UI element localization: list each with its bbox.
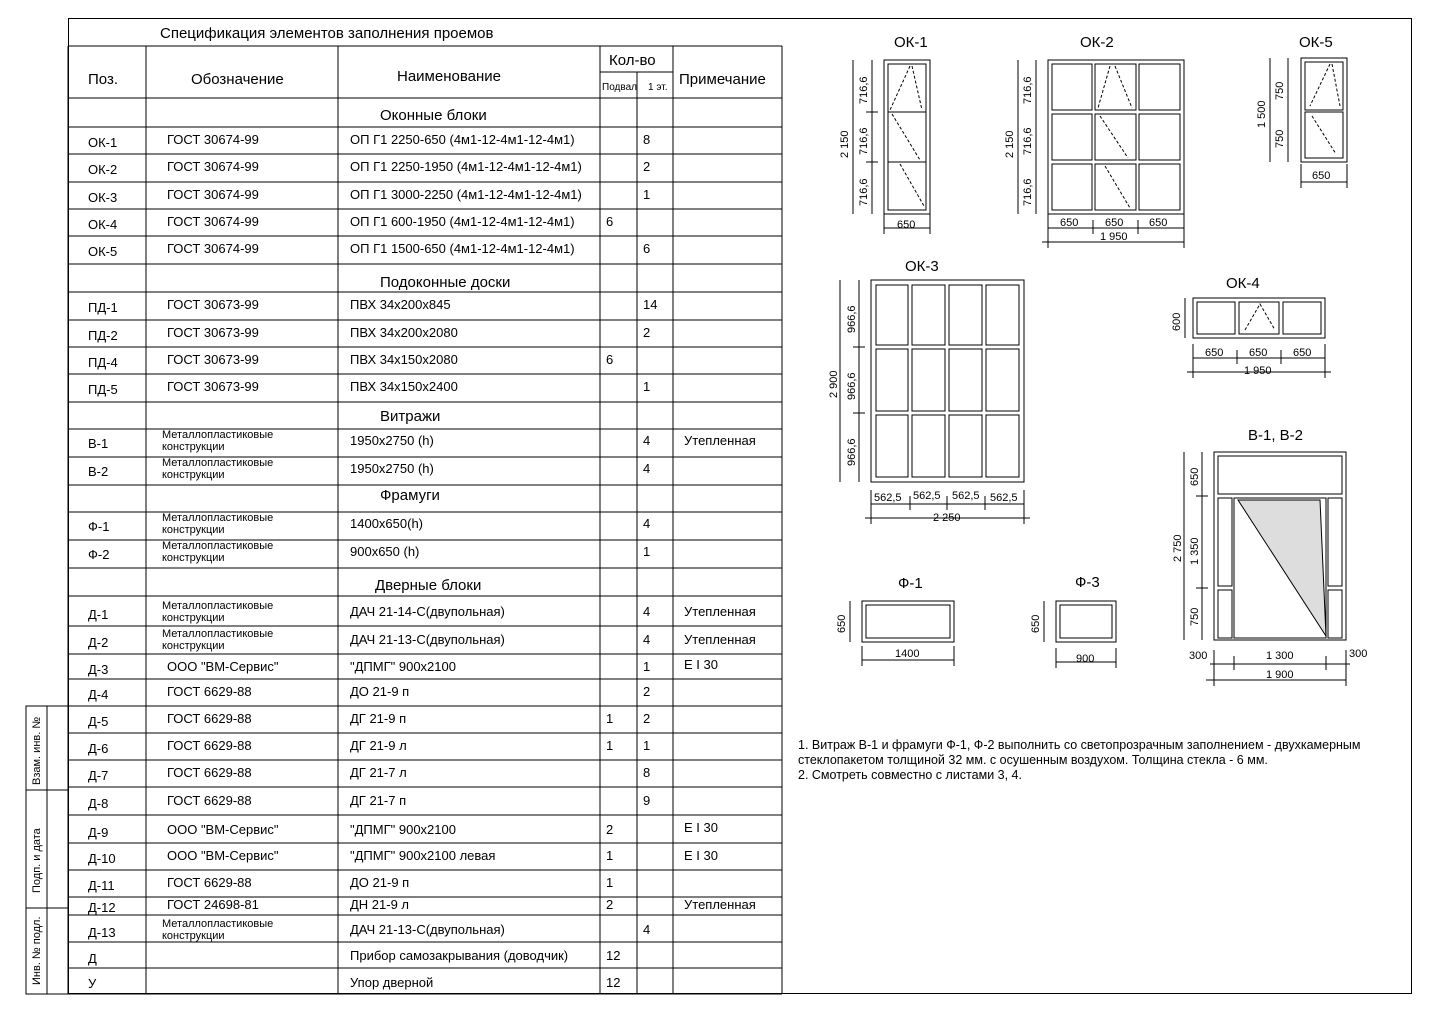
row-designation: ГОСТ 24698-81 xyxy=(167,897,259,912)
row-pos: ОК-2 xyxy=(88,162,118,177)
row-note: Утепленная xyxy=(684,433,756,448)
row-pos: Д-6 xyxy=(88,741,109,756)
row-qty-floor1: 8 xyxy=(643,132,651,147)
row-designation: ГОСТ 6629-88 xyxy=(167,875,252,890)
row-pos: Ф-1 xyxy=(88,519,110,534)
ok4-wtotal: 1 950 xyxy=(1244,365,1272,377)
ok1-title: ОК-1 xyxy=(894,34,928,51)
header-designation: Обозначение xyxy=(191,71,284,88)
row-designation: Металлопластиковые конструкции xyxy=(162,457,274,481)
row-pos: В-2 xyxy=(88,464,109,479)
ok1-h1: 716,6 xyxy=(858,76,870,104)
row-qty-basement: 12 xyxy=(606,975,621,990)
row-name: Упор дверной xyxy=(350,975,434,990)
row-qty-floor1: 1 xyxy=(643,379,651,394)
row-qty-floor1: 1 xyxy=(643,738,651,753)
ok2-title: ОК-2 xyxy=(1080,34,1114,51)
b12-wtotal: 1 900 xyxy=(1266,669,1294,681)
row-note: Е I 30 xyxy=(684,848,718,863)
row-designation: ООО "ВМ-Сервис" xyxy=(167,659,279,674)
row-name: ОП Г1 2250-650 (4м1-12-4м1-12-4м1) xyxy=(350,132,575,147)
row-pos: Д-4 xyxy=(88,687,109,702)
section-windows: Оконные блоки xyxy=(380,107,487,124)
note-line-3: 2. Смотреть совместно с листами 3, 4. xyxy=(798,768,1022,782)
row-qty-floor1: 2 xyxy=(643,711,651,726)
ok1-total: 2 150 xyxy=(839,130,851,158)
row-note: Е I 30 xyxy=(684,657,718,672)
row-pos: Д-8 xyxy=(88,796,109,811)
row-designation: ГОСТ 6629-88 xyxy=(167,793,252,808)
row-qty-floor1: 2 xyxy=(643,159,651,174)
ok3-title: ОК-3 xyxy=(905,258,939,275)
ok4-w1: 650 xyxy=(1205,347,1224,359)
f1-h: 650 xyxy=(836,614,848,633)
ok5-drawing xyxy=(1270,58,1347,188)
b12-w3: 300 xyxy=(1349,648,1368,660)
row-designation: Металлопластиковые конструкции xyxy=(162,512,274,536)
row-designation: ГОСТ 30673-99 xyxy=(167,352,259,367)
section-stained: Витражи xyxy=(380,408,441,425)
ok4-title: ОК-4 xyxy=(1226,275,1260,292)
row-name: ДАЧ 21-13-С(двупольная) xyxy=(350,632,505,647)
row-designation: ГОСТ 30674-99 xyxy=(167,187,259,202)
row-name: ОП Г1 1500-650 (4м1-12-4м1-12-4м1) xyxy=(350,241,575,256)
row-qty-floor1: 8 xyxy=(643,765,651,780)
ok3-w1: 562,5 xyxy=(874,492,902,504)
row-qty-floor1: 2 xyxy=(643,325,651,340)
row-qty-floor1: 1 xyxy=(643,187,651,202)
header-qty-basement: Подвал xyxy=(602,82,637,93)
row-pos: ОК-1 xyxy=(88,135,118,150)
row-name: Прибор самозакрывания (доводчик) xyxy=(350,948,569,963)
stamp-inv: Инв. № подл. xyxy=(31,916,43,985)
row-qty-basement: 1 xyxy=(606,848,614,863)
row-qty-basement: 1 xyxy=(606,875,614,890)
section-transoms: Фрамуги xyxy=(380,487,440,504)
ok4-w2: 650 xyxy=(1249,347,1268,359)
note-line-2: стеклопакетом толщиной 32 мм. с осушенным воздухом. Толщина стекла - 6 мм. xyxy=(798,753,1268,767)
row-pos: Д-2 xyxy=(88,635,109,650)
row-name: ОП Г1 3000-2250 (4м1-12-4м1-12-4м1) xyxy=(350,187,582,202)
b12-total: 2 750 xyxy=(1172,534,1184,562)
row-pos: Д-11 xyxy=(88,878,115,893)
row-designation: Металлопластиковые конструкции xyxy=(162,918,274,942)
row-name: ДГ 21-7 л xyxy=(350,765,407,780)
row-designation: ГОСТ 6629-88 xyxy=(167,711,252,726)
ok4-w3: 650 xyxy=(1293,347,1312,359)
row-designation: ООО "ВМ-Сервис" xyxy=(167,848,279,863)
row-qty-basement: 2 xyxy=(606,897,614,912)
row-qty-floor1: 2 xyxy=(643,684,651,699)
b12-h3: 750 xyxy=(1189,607,1201,626)
row-designation: ГОСТ 30673-99 xyxy=(167,379,259,394)
row-designation: ГОСТ 6629-88 xyxy=(167,738,252,753)
row-qty-floor1: 6 xyxy=(643,241,651,256)
ok2-h2: 716,6 xyxy=(1022,127,1034,155)
row-pos: ПД-2 xyxy=(88,328,118,343)
row-pos: У xyxy=(88,976,97,991)
row-qty-floor1: 9 xyxy=(643,793,651,808)
b12-title: В-1, В-2 xyxy=(1248,427,1304,444)
row-pos: Д-12 xyxy=(88,900,116,915)
f3-h: 650 xyxy=(1030,614,1042,633)
ok2-wtotal: 1 950 xyxy=(1100,231,1128,243)
stamp-vzam: Взам. инв. № xyxy=(31,716,43,785)
f1-title: Ф-1 xyxy=(898,575,923,592)
row-note: Утепленная xyxy=(684,897,756,912)
ok3-w3: 562,5 xyxy=(952,490,980,502)
ok1-h3: 716,6 xyxy=(858,178,870,206)
ok2-w2: 650 xyxy=(1105,217,1124,229)
ok3-wtotal: 2 250 xyxy=(933,512,961,524)
row-pos: В-1 xyxy=(88,436,109,451)
row-designation: ГОСТ 6629-88 xyxy=(167,684,252,699)
row-pos: Д-7 xyxy=(88,768,109,783)
row-name: ПВХ 34х200х845 xyxy=(350,297,451,312)
row-name: ПВХ 34х150х2400 xyxy=(350,379,458,394)
row-name: ДАЧ 21-14-С(двупольная) xyxy=(350,604,505,619)
header-pos: Поз. xyxy=(88,71,118,88)
ok5-title: ОК-5 xyxy=(1299,34,1333,51)
row-name: "ДПМГ" 900х2100 xyxy=(350,659,456,674)
row-designation: Металлопластиковые конструкции xyxy=(162,540,274,564)
header-qty: Кол-во xyxy=(609,52,656,69)
row-pos: Д-1 xyxy=(88,607,109,622)
b12-h2: 1 350 xyxy=(1189,537,1201,565)
row-name: "ДПМГ" 900х2100 xyxy=(350,822,456,837)
row-name: "ДПМГ" 900х2100 левая xyxy=(350,848,496,863)
row-qty-basement: 6 xyxy=(606,352,614,367)
row-qty-basement: 1 xyxy=(606,711,614,726)
f3-w: 900 xyxy=(1076,653,1095,665)
row-pos: Д-3 xyxy=(88,662,109,677)
ok5-h1: 750 xyxy=(1274,81,1286,100)
row-name: ОП Г1 2250-1950 (4м1-12-4м1-12-4м1) xyxy=(350,159,582,174)
row-qty-floor1: 4 xyxy=(643,461,651,476)
row-name: 900х650 (h) xyxy=(350,544,420,559)
row-pos: ОК-4 xyxy=(88,217,118,232)
row-name: ПВХ 34х150х2080 xyxy=(350,352,458,367)
row-designation: Металлопластиковые конструкции xyxy=(162,429,274,453)
f3-title: Ф-3 xyxy=(1075,574,1100,591)
row-name: ДАЧ 21-13-С(двупольная) xyxy=(350,922,505,937)
header-name: Наименование xyxy=(397,68,501,85)
ok3-w2: 562,5 xyxy=(913,490,941,502)
header-note: Примечание xyxy=(679,71,766,88)
row-name: 1950х2750 (h) xyxy=(350,461,434,476)
row-pos: Д-13 xyxy=(88,925,116,940)
ok4-h: 600 xyxy=(1171,312,1183,331)
row-designation: ГОСТ 30674-99 xyxy=(167,241,259,256)
ok3-total: 2 900 xyxy=(828,370,840,398)
row-designation: ГОСТ 30673-99 xyxy=(167,325,259,340)
ok1-w: 650 xyxy=(897,219,916,231)
row-name: 1400х650(h) xyxy=(350,516,423,531)
row-qty-basement: 12 xyxy=(606,948,621,963)
row-qty-floor1: 4 xyxy=(643,922,651,937)
row-note: Е I 30 xyxy=(684,820,718,835)
note-line-1: 1. Витраж В-1 и фрамуги Ф-1, Ф-2 выполнить со светопрозрачным заполнением - двухкамерным xyxy=(798,738,1361,752)
ok5-w: 650 xyxy=(1312,170,1331,182)
ok3-h3: 966,6 xyxy=(846,438,858,466)
row-pos: ПД-1 xyxy=(88,300,118,315)
row-qty-floor1: 1 xyxy=(643,659,651,674)
row-pos: ПД-4 xyxy=(88,355,118,370)
row-pos: Д-10 xyxy=(88,851,116,866)
row-qty-floor1: 4 xyxy=(643,632,651,647)
ok1-h2: 716,6 xyxy=(858,127,870,155)
row-name: ДГ 21-7 п xyxy=(350,793,407,808)
b12-w1: 300 xyxy=(1189,650,1208,662)
ok3-drawing xyxy=(840,280,1030,524)
row-name: ОП Г1 600-1950 (4м1-12-4м1-12-4м1) xyxy=(350,214,575,229)
row-qty-floor1: 4 xyxy=(643,433,651,448)
general-notes xyxy=(798,738,1413,783)
b12-h1: 650 xyxy=(1189,467,1201,486)
row-note: Утепленная xyxy=(684,632,756,647)
row-pos: Д-9 xyxy=(88,825,109,840)
table-title: Спецификация элементов заполнения проемов xyxy=(160,25,494,42)
ok3-h2: 966,6 xyxy=(846,372,858,400)
ok2-w3: 650 xyxy=(1149,217,1168,229)
row-pos: ПД-5 xyxy=(88,382,118,397)
row-qty-floor1: 4 xyxy=(643,604,651,619)
row-name: ДО 21-9 п xyxy=(350,875,410,890)
row-designation: Металлопластиковые конструкции xyxy=(162,600,274,624)
row-designation: ГОСТ 30674-99 xyxy=(167,132,259,147)
ok2-total: 2 150 xyxy=(1004,130,1016,158)
f1-w: 1400 xyxy=(895,648,920,660)
header-qty-floor1: 1 эт. xyxy=(648,82,668,93)
row-qty-basement: 1 xyxy=(606,738,614,753)
row-qty-basement: 6 xyxy=(606,214,614,229)
row-pos: ОК-5 xyxy=(88,244,118,259)
row-pos: ОК-3 xyxy=(88,190,118,205)
ok3-h1: 966,6 xyxy=(846,305,858,333)
row-pos: Ф-2 xyxy=(88,547,110,562)
row-name: ПВХ 34х200х2080 xyxy=(350,325,458,340)
row-name: ДГ 21-9 п xyxy=(350,711,407,726)
row-designation: ГОСТ 30674-99 xyxy=(167,214,259,229)
b12-w2: 1 300 xyxy=(1266,650,1294,662)
section-doors: Дверные блоки xyxy=(375,577,482,594)
section-sills: Подоконные доски xyxy=(380,274,511,291)
row-qty-floor1: 1 xyxy=(643,544,651,559)
ok3-w4: 562,5 xyxy=(990,492,1018,504)
ok5-h2: 750 xyxy=(1274,129,1286,148)
row-qty-floor1: 14 xyxy=(643,297,658,312)
ok2-h1: 716,6 xyxy=(1022,76,1034,104)
ok2-w1: 650 xyxy=(1060,217,1079,229)
row-name: ДО 21-9 п xyxy=(350,684,410,699)
row-name: ДГ 21-9 л xyxy=(350,738,407,753)
stamp-podp: Подп. и дата xyxy=(31,828,43,893)
row-designation: ООО "ВМ-Сервис" xyxy=(167,822,279,837)
row-pos: Д xyxy=(88,951,97,966)
ok5-total: 1 500 xyxy=(1256,100,1268,128)
row-name: ДН 21-9 л xyxy=(350,897,410,912)
row-designation: Металлопластиковые конструкции xyxy=(162,628,274,652)
row-name: 1950х2750 (h) xyxy=(350,433,434,448)
row-designation: ГОСТ 30674-99 xyxy=(167,159,259,174)
row-pos: Д-5 xyxy=(88,714,109,729)
row-qty-basement: 2 xyxy=(606,822,614,837)
row-note: Утепленная xyxy=(684,604,756,619)
ok2-h3: 716,6 xyxy=(1022,178,1034,206)
row-designation: ГОСТ 6629-88 xyxy=(167,765,252,780)
row-designation: ГОСТ 30673-99 xyxy=(167,297,259,312)
row-qty-floor1: 4 xyxy=(643,516,651,531)
